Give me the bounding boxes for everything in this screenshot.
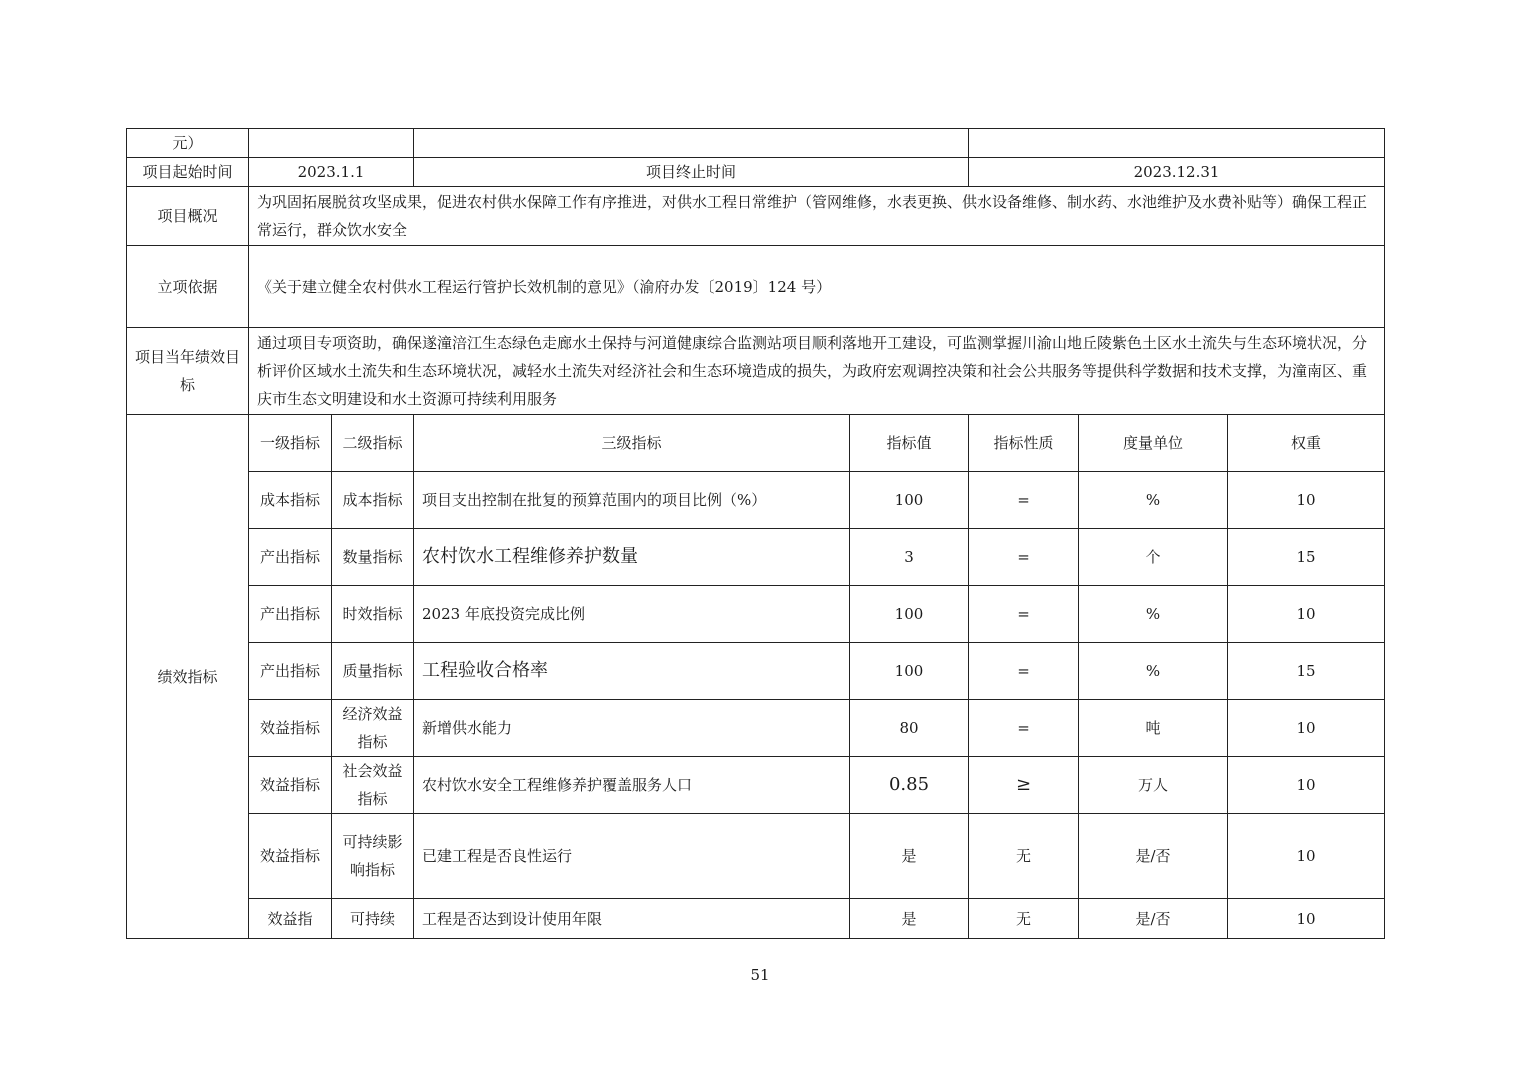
unit-cell: 万人: [1079, 757, 1228, 814]
table-row: [127, 246, 1385, 328]
level2-cell: 质量指标: [332, 643, 414, 700]
table-row: [127, 643, 1385, 700]
table-row: [127, 158, 1385, 187]
overview-text: 为巩固拓展脱贫攻坚成果，促进农村供水保障工作有序推进，对供水工程日常维护（管网维修，水表更换、供水设备维修、制水药、水池维护及水费补贴等）确保工程正常运行，群众饮水安全: [249, 187, 1385, 246]
weight-cell: 15: [1228, 529, 1385, 586]
level3-cell: 2023 年底投资完成比例: [414, 586, 850, 643]
value-cell: 是: [850, 814, 969, 899]
header-level2: 二级指标: [332, 415, 414, 472]
basis-label: 立项依据: [127, 246, 249, 328]
value-cell: 0.85: [850, 757, 969, 814]
unit-cell: 是/否: [1079, 814, 1228, 899]
goal-text: 通过项目专项资助，确保遂潼涪江生态绿色走廊水土保持与河道健康综合监测站项目顺利落地开工建设，可监测掌握川渝山地丘陵紫色土区水土流失与生态环境状况，分析评价区域水土流失和生态环境状况，减轻水土流失对经济社会和生态环境造成的损失，为政府宏观调控决策和社会公共服务等提供科学数据和技术支撑，为潼南区、重庆市生态文明建设和水土资源可持续利用服务: [249, 328, 1385, 415]
weight-cell: 10: [1228, 899, 1385, 939]
header-weight: 权重: [1228, 415, 1385, 472]
value-cell: 是: [850, 899, 969, 939]
unit-cell: %: [1079, 586, 1228, 643]
table-row: [127, 899, 1385, 939]
unit-cell: 吨: [1079, 700, 1228, 757]
table-row: [127, 328, 1385, 415]
level3-cell: 农村饮水安全工程维修养护覆盖服务人口: [414, 757, 850, 814]
table-row: [127, 187, 1385, 246]
level2-cell: 可持续影响指标: [332, 814, 414, 899]
budget-cell: [249, 129, 414, 158]
budget-cell: [969, 129, 1385, 158]
level1-cell: 效益指: [249, 899, 332, 939]
value-cell: 3: [850, 529, 969, 586]
level1-cell: 成本指标: [249, 472, 332, 529]
unit-cell: %: [1079, 643, 1228, 700]
table-row: [127, 700, 1385, 757]
weight-cell: 10: [1228, 814, 1385, 899]
level3-cell: 新增供水能力: [414, 700, 850, 757]
page-number: 51: [750, 966, 770, 984]
overview-label: 项目概况: [127, 187, 249, 246]
value-cell: 100: [850, 643, 969, 700]
value-cell: 100: [850, 586, 969, 643]
value-cell: 80: [850, 700, 969, 757]
weight-cell: 15: [1228, 643, 1385, 700]
level1-cell: 效益指标: [249, 700, 332, 757]
table-row: [127, 586, 1385, 643]
nature-cell: =: [969, 643, 1079, 700]
level1-cell: 产出指标: [249, 643, 332, 700]
end-date-value: 2023.12.31: [969, 158, 1385, 187]
nature-cell: =: [969, 472, 1079, 529]
level3-cell: 已建工程是否良性运行: [414, 814, 850, 899]
level2-cell: 数量指标: [332, 529, 414, 586]
start-date-value: 2023.1.1: [249, 158, 414, 187]
header-value: 指标值: [850, 415, 969, 472]
header-level1: 一级指标: [249, 415, 332, 472]
weight-cell: 10: [1228, 586, 1385, 643]
unit-cell: 个: [1079, 529, 1228, 586]
start-date-label: 项目起始时间: [127, 158, 249, 187]
level1-cell: 效益指标: [249, 814, 332, 899]
value-cell: 100: [850, 472, 969, 529]
header-unit: 度量单位: [1079, 415, 1228, 472]
nature-cell: 无: [969, 814, 1079, 899]
table-row: [127, 757, 1385, 814]
level3-cell: 工程是否达到设计使用年限: [414, 899, 850, 939]
table-row: [127, 529, 1385, 586]
header-level3: 三级指标: [414, 415, 850, 472]
unit-cell: 是/否: [1079, 899, 1228, 939]
nature-cell: =: [969, 700, 1079, 757]
budget-label-fragment: 元）: [127, 129, 249, 158]
level1-cell: 产出指标: [249, 586, 332, 643]
nature-cell: ≥: [969, 757, 1079, 814]
unit-cell: %: [1079, 472, 1228, 529]
indicators-label: 绩效指标: [127, 415, 249, 939]
indicator-header-row: [127, 415, 1385, 472]
weight-cell: 10: [1228, 472, 1385, 529]
table-row: [127, 814, 1385, 899]
level1-cell: 产出指标: [249, 529, 332, 586]
table-row: [127, 472, 1385, 529]
performance-table: [126, 128, 1385, 939]
level2-cell: 可持续: [332, 899, 414, 939]
level3-cell: 项目支出控制在批复的预算范围内的项目比例（%）: [414, 472, 850, 529]
nature-cell: 无: [969, 899, 1079, 939]
level1-cell: 效益指标: [249, 757, 332, 814]
level2-cell: 经济效益指标: [332, 700, 414, 757]
level3-cell: 农村饮水工程维修养护数量: [414, 529, 850, 586]
weight-cell: 10: [1228, 700, 1385, 757]
table-row: [127, 129, 1385, 158]
header-nature: 指标性质: [969, 415, 1079, 472]
budget-cell: [414, 129, 969, 158]
level2-cell: 成本指标: [332, 472, 414, 529]
goal-label: 项目当年绩效目标: [127, 328, 249, 415]
end-date-label: 项目终止时间: [414, 158, 969, 187]
level2-cell: 社会效益指标: [332, 757, 414, 814]
level3-cell: 工程验收合格率: [414, 643, 850, 700]
weight-cell: 10: [1228, 757, 1385, 814]
basis-text: 《关于建立健全农村供水工程运行管护长效机制的意见》（渝府办发〔2019〕124 号）: [249, 246, 1385, 328]
nature-cell: =: [969, 586, 1079, 643]
nature-cell: =: [969, 529, 1079, 586]
level2-cell: 时效指标: [332, 586, 414, 643]
